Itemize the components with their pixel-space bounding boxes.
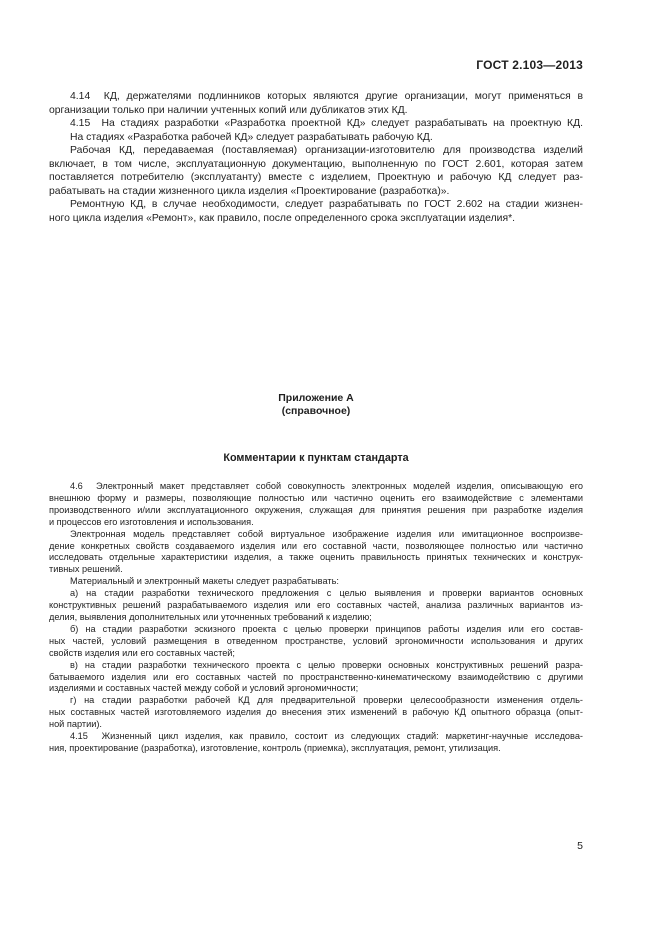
text-line: тивных решений. — [49, 564, 123, 575]
annex-heading — [49, 392, 583, 418]
text-line: и процессов его изготовления и использования. — [49, 516, 254, 527]
text-line: а) на стадии разработки технического предложения с целью выявления и проверки вариантов основных — [70, 588, 583, 599]
text-line: Ремонтную КД, в случае необходимости, следует разрабатывать по ГОСТ 2.602 на стадии жизнен- — [70, 199, 583, 210]
page-number: 5 — [577, 840, 583, 852]
text-line: Материальный и электронный макеты следует разрабатывать: — [70, 576, 339, 587]
text-line: делия, выявления дополнительных или уточненных требований к изделию; — [49, 611, 372, 622]
text-line: батываемого изделия или его составных частей по пространственно-кинематическому взаимодействию с другими — [49, 671, 583, 682]
text-line: внешнюю форму и размеры, позволяющие полностью или частично оценить его взаимодействие с элементами — [49, 492, 583, 503]
text-line: Рабочая КД, передаваемая (поставляемая) организации-изготовителю для производства изделий — [70, 145, 583, 156]
text-line: б) на стадии разработки эскизного проекта с целью проверки принципов работы изделия или его состав- — [70, 623, 583, 634]
text-line: Электронная модель представляет собой виртуальное изображение изделия или имитационное воспроизве- — [70, 528, 583, 539]
clauses-text-block — [49, 90, 583, 225]
paragraph — [49, 588, 583, 624]
text-line: ных составных частей изготовляемого изделия до внесения этих изменений в рабочую КД опытного образца (опыт- — [49, 707, 583, 718]
paragraph — [49, 144, 583, 198]
text-line: г) на стадии разработки рабочей КД для предварительной проверки целесообразности изменения отдель- — [70, 695, 583, 706]
text-line: свойств изделия или его составных частей; — [49, 647, 235, 658]
text-line: 4.6 Электронный макет представляет собой совокупность электронных моделей изделия, описывающую его — [70, 481, 583, 491]
paragraph — [49, 695, 583, 731]
paragraph — [49, 117, 583, 131]
paragraph — [49, 576, 583, 588]
text-line: На стадиях «Разработка рабочей КД» следует разрабатывать рабочую КД. — [70, 131, 433, 143]
text-line: в) на стадии разработки технического проекта с целью проверки основных конструктивных решений разра- — [70, 659, 583, 670]
text-line: дение конкретных свойств создаваемого изделия или его составной части, позволяющее полностью или частично — [49, 540, 583, 551]
text-line: ния, проектирование (разработка), изготовление, контроль (приемка), эксплуатация, ремонт, утилизация. — [49, 742, 501, 753]
paragraph — [49, 90, 583, 117]
text-line: ного цикла изделия «Ремонт», как правило, после определенного срока эксплуатации изделия*. — [49, 212, 516, 224]
comments-heading: Комментарии к пунктам стандарта — [223, 452, 409, 464]
paragraph — [49, 131, 583, 145]
paragraph — [49, 529, 583, 577]
text-line: поставляется потребителю (эксплуатанту) вместе с изделием, Проектную и рабочую КД следует раз- — [49, 172, 583, 183]
text-line: 4.15 Жизненный цикл изделия, как правило, состоит из следующих стадий: маркетинг-научные исследова- — [70, 731, 583, 742]
paragraph — [49, 731, 583, 755]
text-line: исследовать отдельные характеристики изделия, а также оценить правильность принятых технических и конструк- — [49, 552, 583, 563]
paragraph — [49, 660, 583, 696]
text-line: рабатывать на стадии жизненного цикла изделия «Проектирование (разработка)». — [49, 185, 450, 197]
annex-subtitle: (справочное) — [281, 405, 351, 417]
paragraph — [49, 198, 583, 225]
text-line: производственного и/или эксплуатационного окружения, служащая для принятия решения при разработке изделия — [49, 504, 583, 515]
text-line: изделиями и составных частей между собой и условий эргономичности; — [49, 683, 359, 694]
text-line: конструктивных решений разрабатываемого изделия или его составных частей, анализа различных вариантов из- — [49, 600, 583, 611]
annex-body-text-block — [49, 481, 583, 755]
text-line: ной партии). — [49, 719, 102, 730]
text-line: ных частей, условий размещения в отведенном пространстве, условий эргономичности использования и других — [49, 635, 583, 646]
text-line: 4.15 На стадиях разработки «Разработка проектной КД» следует разрабатывать на проектную КД. — [70, 118, 583, 129]
text-line: 4.14 КД, держателями подлинников которых являются другие организации, могут применяться в — [70, 91, 583, 102]
paragraph — [49, 624, 583, 660]
text-line: организации только при наличии учтенных копий или дубликатов этих КД. — [49, 104, 408, 116]
annex-title: Приложение А — [278, 392, 354, 404]
document-number-header: ГОСТ 2.103—2013 — [476, 58, 583, 72]
paragraph — [49, 481, 583, 529]
text-line: включает, в том числе, эксплуатационную документацию, выполненную по ГОСТ 2.601, которая затем — [49, 158, 583, 170]
